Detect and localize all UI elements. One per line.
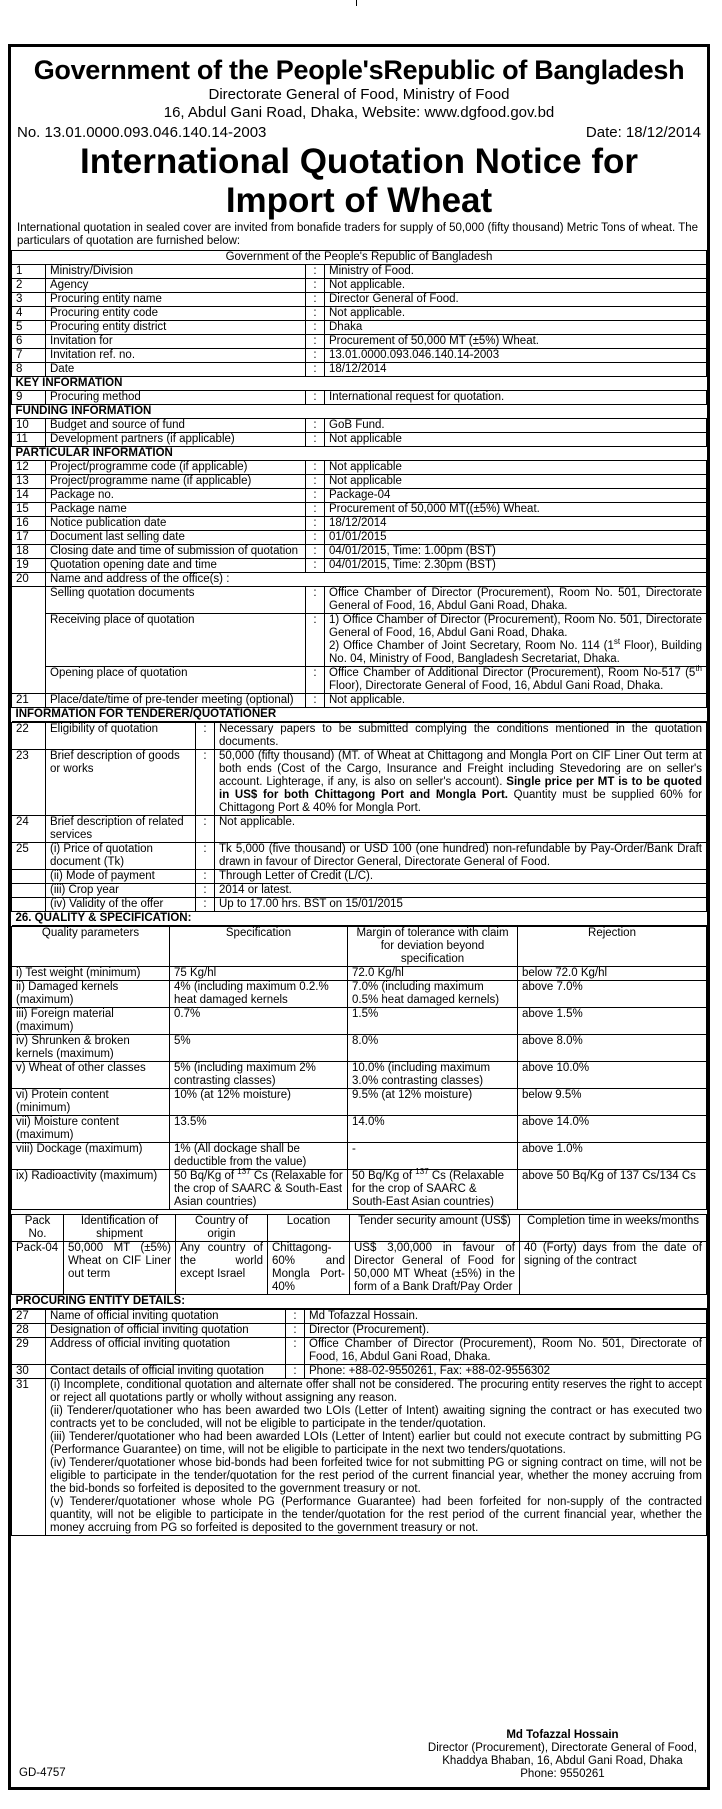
table-row: 17 Document last selling date : 01/01/2015 bbox=[12, 531, 707, 545]
reference-number: No. 13.01.0000.093.046.140.14-2003 bbox=[17, 124, 267, 141]
table-header: Government of the People's Republic of Bangladesh bbox=[12, 251, 707, 265]
table-row: 12 Project/programme code (if applicable) : Not applicable bbox=[12, 461, 707, 475]
table-row: 14 Package no. : Package-04 bbox=[12, 489, 707, 503]
table-row: Opening place of quotation : Office Chamber of Additional Director (Procurement), Room No-517 (5th Floor), Directorate General of Food, 16, Abdul Gani Road, Dhaka. bbox=[12, 667, 707, 694]
address-line: 16, Abdul Gani Road, Dhaka, Website: www.dgfood.gov.bd bbox=[163, 104, 555, 121]
signature-block: Md Tofazzal Hossain Director (Procurement), Directorate General of Food, Khaddya Bhaban, 16, Abdul Gani Road, Dhaka Phone: 9550261 bbox=[427, 1729, 697, 1780]
table-row: 23 Brief description of goods or works : 50,000 (fifty thousand) (MT. of Wheat at Chittagong and Mongla Port on CIF Liner Out term at both ends (Cost of the Cargo, Insurance and Freight including Stevedoring are on seller's account. Lighterage, if any, is also on seller's account). Single price per MT is to be quoted in US$ for both Chittagong Port and Mongla Port. Quantity must be supplied 60% for Chittagong Port & 40% for Mongla Port. bbox=[12, 750, 707, 816]
table-row: 21 Place/date/time of pre-tender meeting (optional) : Not applicable. bbox=[12, 694, 707, 708]
condition-paragraph: (ii) Tenderer/quotationer who has been awarded two LOIs (Letter of Intent) awaiting signing the contract or has executed two contracts yet to be concluded, will not be eligible to participate in the tender/quotation. bbox=[50, 1405, 702, 1430]
table-row: 20 Name and address of the office(s) : bbox=[12, 573, 707, 587]
table-row: vi) Protein content (minimum) 10% (at 12% moisture) 9.5% (at 12% moisture) below 9.5% bbox=[12, 1089, 707, 1116]
table-row: 2 Agency : Not applicable. bbox=[12, 279, 707, 293]
quality-table bbox=[11, 926, 707, 1210]
receiving-label: Receiving place of quotation bbox=[46, 614, 306, 667]
tenderer-table bbox=[11, 722, 707, 926]
section-funding-information: FUNDING INFORMATION bbox=[12, 405, 707, 419]
top-margin bbox=[0, 0, 722, 44]
opening-value: Office Chamber of Additional Director (Procurement), Room No-517 (5th Floor), Directorate General of Food, 16, Abdul Gani Road, Dhaka. bbox=[325, 667, 707, 694]
table-row: 18 Closing date and time of submission of quotation : 04/01/2015, Time: 1.00pm (BST) bbox=[12, 545, 707, 559]
table-row: 4 Procuring entity code : Not applicable. bbox=[12, 307, 707, 321]
condition-paragraph: (i) Incomplete, conditional quotation and alternate offer shall not be considered. The procuring entity reserves the right to accept or reject all quotations partly or wholly without assigning any reason. bbox=[50, 1379, 702, 1404]
table-row: 27 Name of official inviting quotation : Md Tofazzal Hossain. bbox=[12, 1310, 707, 1324]
receiving-value: 1) Office Chamber of Director (Procurement), Room No. 501, Directorate General of Food, 16, Abdul Gani Road, Dhaka. 2) Office Chamber of Joint Secretary, Room No. 114 (1st Floor), Building No. 04, Ministry of Food, Bangladesh Secretariat, Dhaka. bbox=[325, 614, 707, 667]
table-row: 30 Contact details of official inviting quotation : Phone: +88-02-9550261, Fax: +88-02-9556302 bbox=[12, 1365, 707, 1379]
table-row: viii) Dockage (maximum) 1% (All dockage shall be deductible from the value) - above 1.0% bbox=[12, 1143, 707, 1170]
condition-paragraph: (iii) Tenderer/quotationer who had been awarded LOIs (Letter of Intent) earlier but could not execute contract by submitting PG (Performance Guarantee) on time, will not be eligible to participate in the next two tenders/quotations. bbox=[50, 1431, 702, 1456]
government-heading: Government of the People'sRepublic of Bangladesh bbox=[33, 55, 685, 85]
table-row: 19 Quotation opening date and time : 04/01/2015, Time: 2.30pm (BST) bbox=[12, 559, 707, 573]
table-row: 9 Procuring method : International request for quotation. bbox=[12, 391, 707, 405]
section-particular-information: PARTICULAR INFORMATION bbox=[12, 447, 707, 461]
table-row: i) Test weight (minimum) 75 Kg/hl 72.0 Kg/hl below 72.0 Kg/hl bbox=[12, 967, 707, 981]
table-row: ii) Damaged kernels (maximum) 4% (including maximum 0.2.% heat damaged kernels 7.0% (including maximum 0.5% heat damaged kernels) above 7.0% bbox=[12, 981, 707, 1008]
table-row: 8 Date : 18/12/2014 bbox=[12, 363, 707, 377]
offices-label: Name and address of the office(s) : bbox=[46, 573, 707, 587]
table-row: 22 Eligibility of quotation : Necessary papers to be submitted complying the conditions mentioned in the quotation documents. bbox=[12, 723, 707, 750]
table-row: vii) Moisture content (maximum) 13.5% 14.0% above 14.0% bbox=[12, 1116, 707, 1143]
table-row: iii) Foreign material (maximum) 0.7% 1.5% above 1.5% bbox=[12, 1008, 707, 1035]
signatory-name: Md Tofazzal Hossain bbox=[506, 1729, 619, 1741]
gd-number: GD-4757 bbox=[19, 1767, 66, 1779]
notice-frame bbox=[8, 44, 710, 1790]
directorate-line: Directorate General of Food, Ministry of Food bbox=[208, 86, 510, 103]
condition-paragraph: (iv) Tenderer/quotationer whose bid-bonds had been forfeited twice for not submitting PG or signing contract on time, will not be eligible to participate in the tender/quotation for the rest period of the current financial year, whether the money accruing from the bid-bonds so forfeited is deposited to the government treasury or not. bbox=[50, 1457, 702, 1495]
table-row: 13 Project/programme name (if applicable) : Not applicable bbox=[12, 475, 707, 489]
opening-label: Opening place of quotation bbox=[46, 667, 306, 694]
package-table bbox=[11, 1214, 707, 1309]
table-row: 6 Invitation for : Procurement of 50,000 MT (±5%) Wheat. bbox=[12, 335, 707, 349]
conditions-text bbox=[46, 1379, 707, 1536]
table-row: Pack No. Identification of shipment Country of origin Location Tender security amount (US$) Completion time in weeks/months bbox=[12, 1215, 707, 1242]
condition-paragraph: (v) Tenderer/quotationer whose whole PG (Performance Guarantee) had been forfeited for non-supply of the contracted quantity, will not be eligible to participate in the tender/quotation for the rest period of the current financial year, whether the money accruing from PG so forfeited is deposited to the government treasury or not. bbox=[50, 1496, 702, 1534]
reference-row bbox=[11, 124, 707, 141]
table-row: 3 Procuring entity name : Director General of Food. bbox=[12, 293, 707, 307]
table-row: Receiving place of quotation : 1) Office Chamber of Director (Procurement), Room No. 501, Directorate General of Food, 16, Abdul Gani Road, Dhaka. 2) Office Chamber of Joint Secretary, Room No. 114 (1st Floor), Building No. 04, Ministry of Food, Bangladesh Secretariat, Dhaka. bbox=[12, 614, 707, 667]
procuring-table bbox=[11, 1309, 707, 1536]
table-row: (iii) Crop year : 2014 or latest. bbox=[12, 884, 707, 898]
table-row: Selling quotation documents : Office Chamber of Director (Procurement), Room No. 501, Directorate General of Food, 16, Abdul Gani Road, Dhaka. bbox=[12, 587, 707, 614]
table-row: 15 Package name : Procurement of 50,000 MT((±5%) Wheat. bbox=[12, 503, 707, 517]
section-tenderer-information: INFORMATION FOR TENDERER/QUOTATIONER bbox=[12, 708, 707, 722]
section-quality: 26. QUALITY & SPECIFICATION: bbox=[12, 912, 707, 926]
table-row: (ii) Mode of payment : Through Letter of Credit (L/C). bbox=[12, 870, 707, 884]
table-row: 11 Development partners (if applicable) : Not applicable bbox=[12, 433, 707, 447]
particulars-table bbox=[11, 250, 707, 722]
notice-date: Date: 18/12/2014 bbox=[585, 124, 701, 141]
notice-title-line-1: International Quotation Notice for bbox=[79, 142, 639, 181]
table-row: 24 Brief description of related services : Not applicable. bbox=[12, 816, 707, 843]
table-row: Pack-04 50,000 MT (±5%) Wheat on CIF Liner out term Any country of the world except Israel Chittagong-60% and Mongla Port-40% US$ 3,00,000 in favour of Director General of Food for 50,000 MT Wheat (±5%) in the form of a Bank Draft/Pay Order 40 (Forty) days from the date of signing of the contract bbox=[12, 1242, 707, 1295]
table-row: 7 Invitation ref. no. : 13.01.0000.093.046.140.14-2003 bbox=[12, 349, 707, 363]
section-key-information: KEY INFORMATION bbox=[12, 377, 707, 391]
intro-paragraph: International quotation in sealed cover are invited from bonafide traders for supply of 50,000 (fifty thousand) Metric Tons of wheat. The particulars of quotation are furnished below: bbox=[17, 222, 699, 247]
selling-label: Selling quotation documents bbox=[46, 587, 306, 614]
table-row: 29 Address of official inviting quotation : Office Chamber of Director (Procurement), Room No. 501, Directorate of Food, 16, Abdul Gani Road, Dhaka. bbox=[12, 1338, 707, 1365]
table-row: iv) Shrunken & broken kernels (maximum) 5% 8.0% above 8.0% bbox=[12, 1035, 707, 1062]
selling-value: Office Chamber of Director (Procurement), Room No. 501, Directorate General of Food, 16, Abdul Gani Road, Dhaka. bbox=[325, 587, 707, 614]
table-row: 31 (i) Incomplete, conditional quotation and alternate offer shall not be considered. The procuring entity reserves the right to accept or reject all quotations partly or wholly without assigning any reason. (ii) Tenderer/quotationer who has been awarded two LOIs (Letter of Intent) awaiting signing the contract or has executed two contracts yet to be concluded, will not be eligible to participate in the tender/quotation. (iii) Tenderer/quotationer who had been awarded LOIs (Letter of Intent) earlier but could not execute contract by submitting PG (Performance Guarantee) on time, will not be eligible to participate in the next two tenders/quotations. (iv) Tenderer/quotationer whose bid-bonds had been forfeited twice for not submitting PG or signing contract on time, will not be eligible to participate in the tender/quotation for the rest period of the current financial year, whether the money accruing from the bid-bonds so forfeited is deposited to the government treasury or not. (v) Tenderer/quotationer whose whole PG (Performance Guarantee) had been forfeited for non-supply of the contracted quantity, will not be eligible to participate in the tender/quotation for the rest period of the current financial year, whether the money accruing from PG so forfeited is deposited to the government treasury or not. bbox=[12, 1379, 707, 1536]
table-row: (iv) Validity of the offer : Up to 17.00 hrs. BST on 15/01/2015 bbox=[12, 898, 707, 912]
table-row: 1 Ministry/Division : Ministry of Food. bbox=[12, 265, 707, 279]
table-row: 28 Designation of official inviting quotation : Director (Procurement). bbox=[12, 1324, 707, 1338]
notice-title-line-2: Import of Wheat bbox=[225, 181, 493, 220]
table-row: Quality parameters Specification Margin of tolerance with claim for deviation beyond specification Rejection bbox=[12, 927, 707, 967]
table-row: 25 (i) Price of quotation document (Tk) : Tk 5,000 (five thousand) or USD 100 (one hundred) non-refundable by Pay-Order/Bank Draft drawn in favour of Director General, Directorate General of Food. bbox=[12, 843, 707, 870]
table-row: v) Wheat of other classes 5% (including maximum 2% contrasting classes) 10.0% (including maximum 3.0% contrasting classes) above 10.0% bbox=[12, 1062, 707, 1089]
page-tick bbox=[356, 0, 357, 6]
table-row: 5 Procuring entity district : Dhaka bbox=[12, 321, 707, 335]
table-row: ix) Radioactivity (maximum) 50 Bq/Kg of $^{137}$ Cs (Relaxable for the crop of SAARC & South-East Asian countries) 50 Bq/Kg of $^{137}$ Cs (Relaxable for the crop of SAARC & South-East Asian countries) above 50 Bq/Kg of 137 Cs/134 Cs bbox=[12, 1170, 707, 1210]
section-procuring-entity: PROCURING ENTITY DETAILS: bbox=[12, 1295, 707, 1309]
table-row: 16 Notice publication date : 18/12/2014 bbox=[12, 517, 707, 531]
table-row: 10 Budget and source of fund : GoB Fund. bbox=[12, 419, 707, 433]
